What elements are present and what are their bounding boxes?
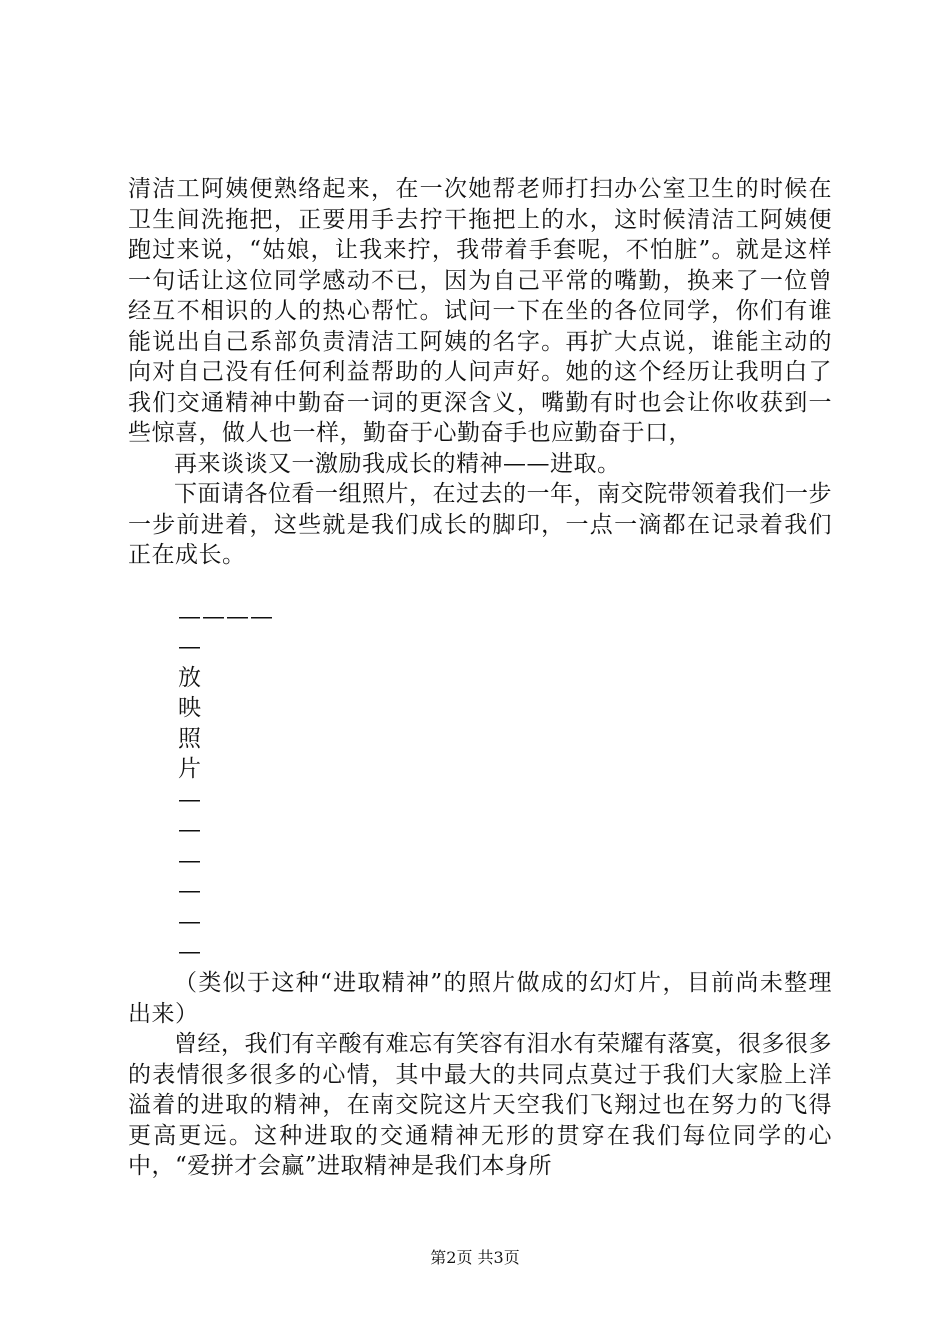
paragraph-5: 曾经，我们有辛酸有难忘有笑容有泪水有荣耀有落寞，很多很多的表情很多很多的心情，其中最大的共同点莫过于我们大家脸上洋溢着的进取的精神，在南交院这片天空我们飞翔过也在努力的飞得更高更远。这种进取的交通精神无形的贯穿在我们每位同学的心中，“爱拼才会赢”进取精神是我们本身所 — [128, 1031, 832, 1179]
body-text-bottom — [128, 968, 832, 1182]
dash-line: ———— — [178, 604, 274, 630]
paragraph-2: 再来谈谈又一激励我成长的精神——进取。 — [174, 450, 621, 477]
vertical-caption — [178, 632, 201, 968]
vertical-char: 映 — [178, 695, 201, 721]
page-footer: 第2页 共3页 — [430, 1248, 520, 1267]
vertical-char: 放 — [178, 664, 201, 691]
vertical-char: — — [178, 908, 201, 935]
vertical-char: 片 — [178, 756, 201, 782]
vertical-char: — — [178, 847, 201, 874]
vertical-char: — — [178, 634, 201, 660]
vertical-char: — — [178, 817, 201, 843]
paragraph-1: 清洁工阿姨便熟络起来，在一次她帮老师打扫办公室卫生的时候在卫生间洗拖把，正要用手去拧干拖把上的水，这时候清洁工阿姨便跑过来说，“姑娘，让我来拧，我带着手套呢，不怕脏”。就是这样一句话让这位同学感动不已，因为自己平常的嘴勤，换来了一位曾经互不相识的人的热心帮忙。试问一下在坐的各位同学，你们有谁能说出自己系部负责清洁工阿姨的名字。再扩大点说，谁能主动的向对自己没有任何利益帮助的人问声好。她的这个经历让我明白了我们交通精神中勤奋一词的更深含义，嘴勤有时也会让你收获到一些惊喜，做人也一样，勤奋于心勤奋手也应勤奋于口， — [128, 176, 832, 446]
vertical-char: — — [178, 939, 201, 965]
paragraph-3: 下面请各位看一组照片，在过去的一年，南交院带领着我们一步一步前进着，这些就是我们成长的脚印，一点一滴都在记录着我们正在成长。 — [128, 481, 832, 568]
body-text-top — [128, 174, 832, 571]
vertical-char: — — [178, 878, 201, 904]
vertical-char: 照 — [178, 725, 201, 752]
paragraph-4: （类似于这种“进取精神”的照片做成的幻灯片，目前尚未整理出来） — [128, 970, 832, 1027]
vertical-char: — — [178, 786, 201, 813]
